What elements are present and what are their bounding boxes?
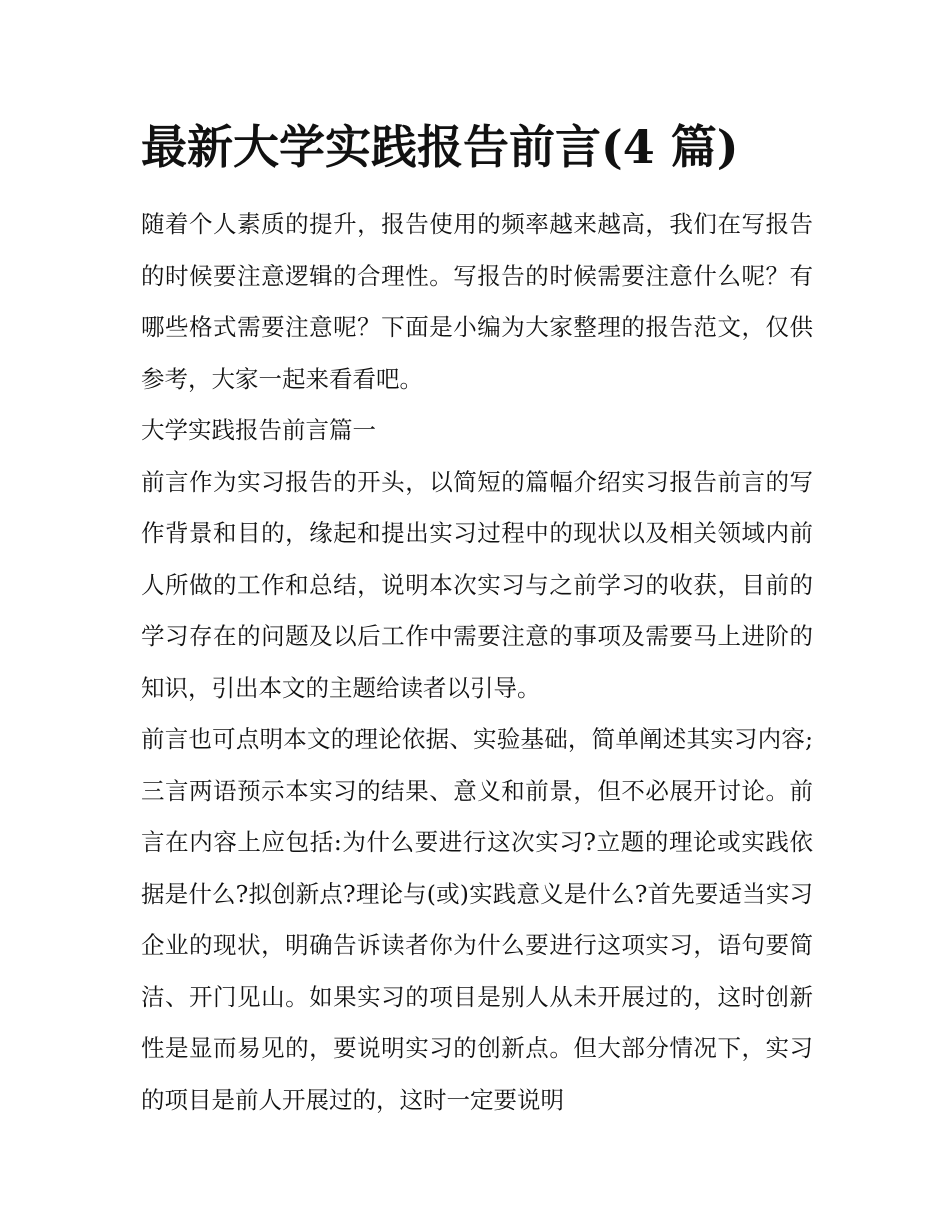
document-page [141, 112, 813, 1126]
body-paragraph-1: 前言作为实习报告的开头，以简短的篇幅介绍实习报告前言的写作背景和目的，缘起和提出实习过程中的现状以及相关领域内前人所做的工作和总结，说明本次实习与之前学习的收获，目前的学习存在的问题及以后工作中需要注意的事项及需要马上进阶的知识，引出本文的主题给读者以引导。 [141, 467, 813, 702]
body-paragraph-2: 前言也可点明本文的理论依据、实验基础，简单阐述其实习内容;三言两语预示本实习的结果、意义和前景，但不必展开讨论。前言在内容上应包括:为什么要进行这次实习?立题的理论或实践依据是什么?拟创新点?理论与(或)实践意义是什么?首先要适当实习企业的现状，明确告诉读者你为什么要进行这项实习，语句要简洁、开门见山。如果实习的项目是别人从未开展过的，这时创新性是显而易见的，要说明实习的创新点。但大部分情况下，实习的项目是前人开展过的，这时一定要说明 [141, 725, 813, 1114]
section-heading: 大学实践报告前言篇一 [141, 416, 376, 444]
intro-paragraph: 随着个人素质的提升，报告使用的频率越来越高，我们在写报告的时候要注意逻辑的合理性。写报告的时候需要注意什么呢？有哪些格式需要注意呢？下面是小编为大家整理的报告范文，仅供参考，大家一起来看看吧。 [141, 210, 813, 393]
document-title: 最新大学实践报告前言(4 篇) [141, 120, 739, 174]
